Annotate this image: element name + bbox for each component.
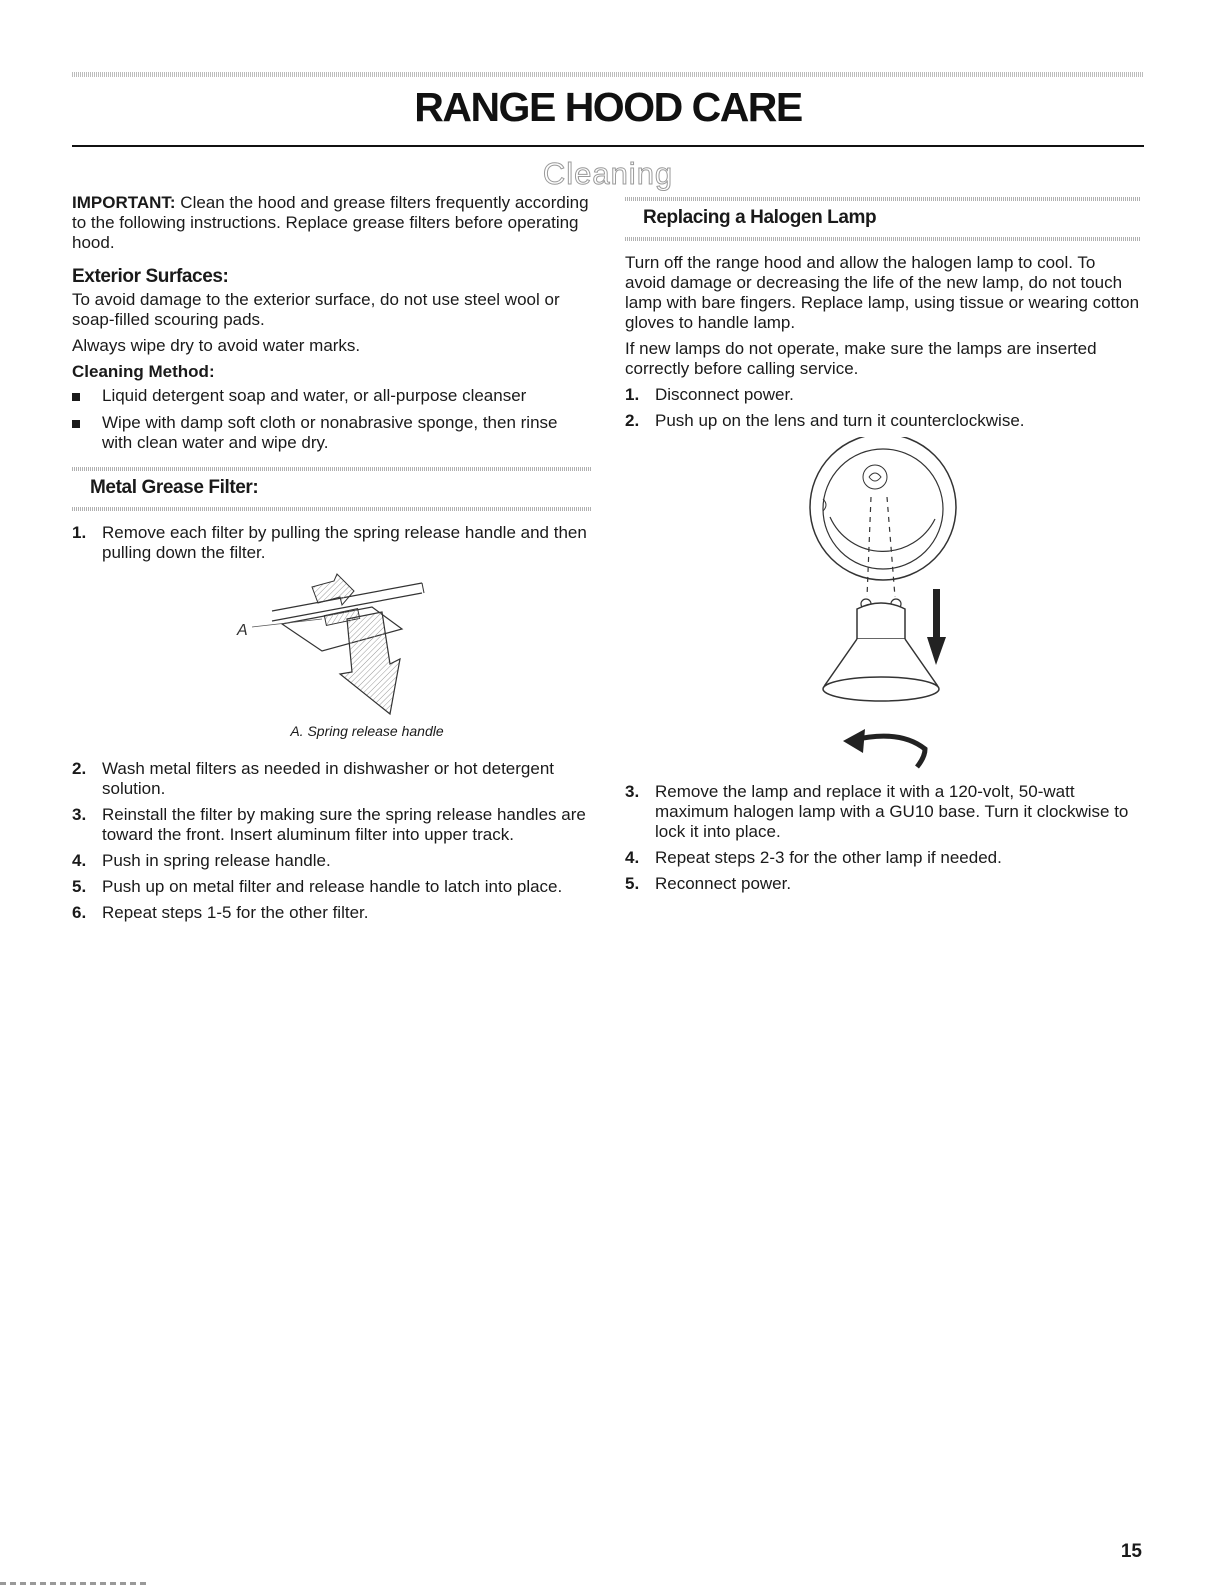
step-text: Reconnect power. — [655, 874, 792, 893]
step-number: 2. — [625, 411, 640, 430]
step-item — [625, 782, 1140, 842]
step-number: 3. — [625, 782, 640, 801]
step-item — [72, 759, 592, 799]
lamp-steps-a — [625, 385, 1140, 431]
cleaning-method-heading: Cleaning Method: — [72, 362, 215, 381]
step-item — [72, 523, 592, 563]
halogen-paragraph-2: If new lamps do not operate, make sure the lamps are inserted correctly before calling service. — [625, 339, 1097, 378]
filter-illustration — [72, 569, 592, 719]
cleaning-method-list — [72, 386, 592, 453]
step-text: Push in spring release handle. — [102, 851, 331, 870]
step-item — [72, 851, 592, 871]
step-item — [72, 877, 592, 897]
step-item — [625, 874, 1140, 894]
step-number: 1. — [625, 385, 640, 404]
step-text: Push up on the lens and turn it counterclockwise. — [655, 411, 1025, 430]
exterior-paragraph-2: Always wipe dry to avoid water marks. — [72, 336, 361, 355]
exterior-heading: Exterior Surfaces: — [72, 266, 229, 287]
step-text: Reinstall the filter by making sure the spring release handles are toward the front. Insert aluminum filter into upper track. — [102, 805, 586, 844]
step-number: 5. — [72, 877, 87, 896]
filter-steps-a — [72, 523, 592, 563]
step-number: 6. — [72, 903, 87, 922]
top-hatched-bar — [72, 72, 1144, 77]
halogen-lamp-banner — [625, 197, 1140, 241]
important-text: Clean the hood and grease filters frequently according to the following instructions. Replace grease filters before operating hood. — [72, 193, 589, 252]
filter-steps-b — [72, 759, 592, 923]
figure-caption: A. Spring release handle — [290, 723, 444, 739]
step-text: Remove the lamp and replace it with a 120-volt, 50-watt maximum halogen lamp with a GU10 base. Turn it clockwise to lock it into place. — [655, 782, 1129, 841]
list-item: Wipe with damp soft cloth or nonabrasive sponge, then rinse with clean water and wipe dry. — [72, 413, 592, 453]
halogen-paragraph-1: Turn off the range hood and allow the halogen lamp to cool. To avoid damage or decreasing the life of the new lamp, do not touch lamp with bare fingers. Replace lamp, using tissue or wearing cotton gloves to handle lamp. — [625, 253, 1140, 332]
step-text: Repeat steps 2-3 for the other lamp if needed. — [655, 848, 1002, 867]
step-text: Push up on metal filter and release handle to latch into place. — [102, 877, 563, 896]
step-number: 2. — [72, 759, 87, 778]
step-item — [72, 903, 592, 923]
lamp-illustration — [625, 437, 1140, 782]
step-item — [625, 848, 1140, 868]
exterior-paragraph-1: To avoid damage to the exterior surface, do not use steel wool or soap-filled scouring pads. — [72, 290, 560, 329]
step-number: 5. — [625, 874, 640, 893]
step-item — [625, 411, 1140, 431]
step-item — [625, 385, 1140, 405]
lamp-steps-b — [625, 782, 1140, 894]
important-label: IMPORTANT: — [72, 193, 176, 212]
step-text: Repeat steps 1-5 for the other filter. — [102, 903, 369, 922]
step-item — [72, 805, 592, 845]
title-rule — [72, 145, 1144, 147]
step-text: Disconnect power. — [655, 385, 794, 404]
page-number: 15 — [1120, 1541, 1142, 1562]
step-number: 4. — [72, 851, 87, 870]
figure-label-a: A — [237, 622, 248, 639]
metal-filter-heading: Metal Grease Filter: — [90, 477, 259, 498]
right-column — [625, 193, 1140, 900]
step-text: Wash metal filters as needed in dishwasher or hot detergent solution. — [102, 759, 555, 798]
step-number: 4. — [625, 848, 640, 867]
page-title: RANGE HOOD CARE — [414, 84, 802, 130]
list-item: Liquid detergent soap and water, or all-purpose cleanser — [72, 386, 592, 406]
important-note — [72, 193, 592, 253]
halogen-lamp-heading: Replacing a Halogen Lamp — [643, 207, 877, 228]
section-title: Cleaning — [542, 156, 674, 191]
left-column — [72, 193, 592, 929]
step-number: 3. — [72, 805, 87, 824]
step-text: Remove each filter by pulling the spring release handle and then pulling down the filter. — [102, 523, 587, 562]
metal-filter-banner — [72, 467, 592, 511]
step-number: 1. — [72, 523, 87, 542]
